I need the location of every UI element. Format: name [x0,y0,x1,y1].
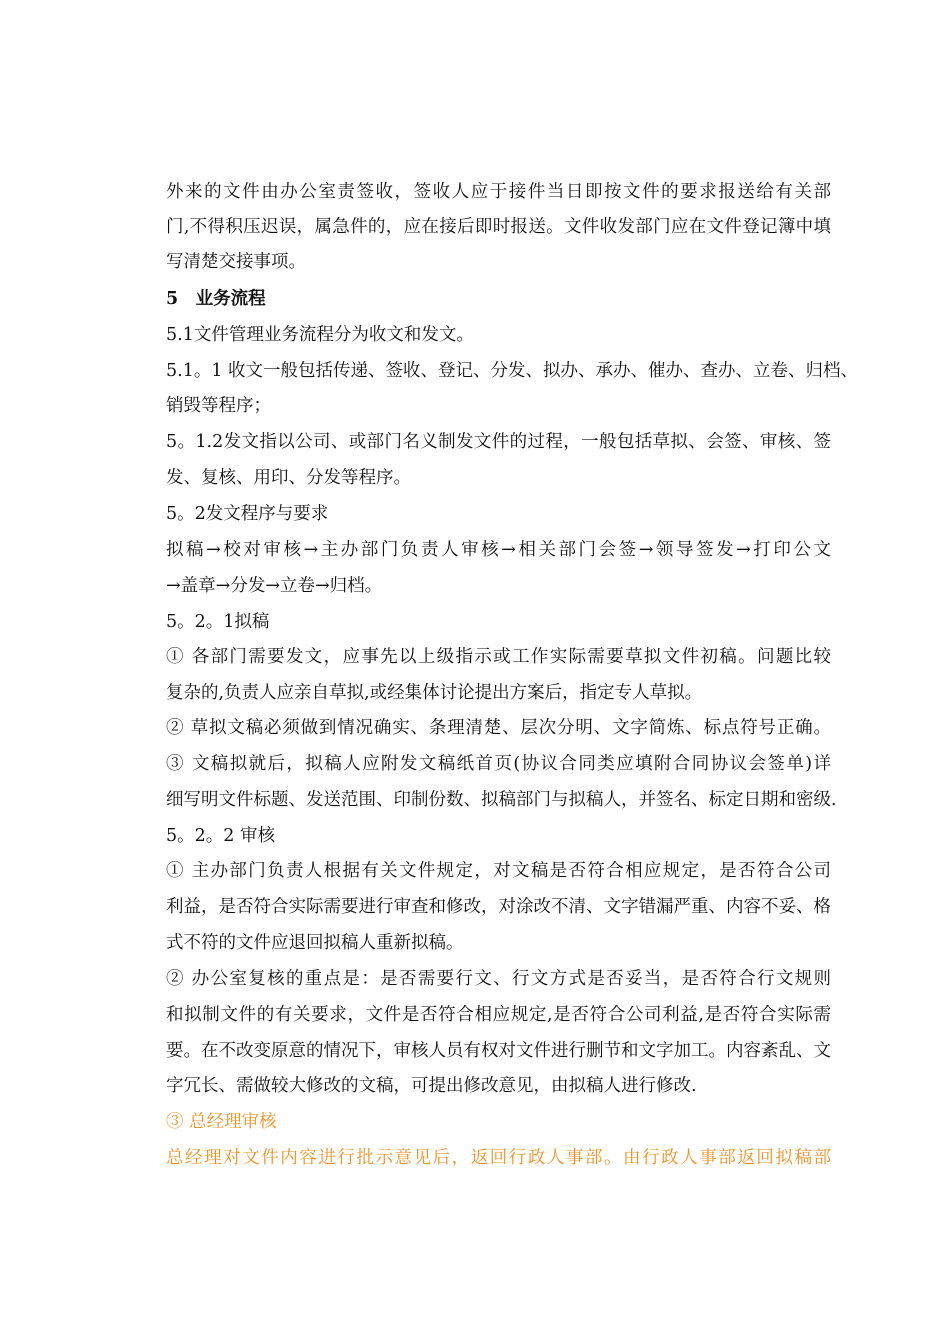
paragraph-line: 式不符的文件应退回拟稿人重新拟稿。 [166,933,464,953]
paragraph-line: 发、复核、用印、分发等程序。 [166,468,411,488]
paragraph-line: 拟稿→校对审核→主办部门负责人审核→相关部门会签→领导签发→打印公文 [166,540,831,560]
paragraph-line: ② 办公室复核的重点是：是否需要行文、行文方式是否妥当，是否符合行文规则 [166,969,831,989]
section-heading: 5 业务流程 [166,289,266,309]
paragraph-line: ② 草拟文稿必须做到情况确实、条理清楚、层次分明、文字简炼、标点符号正确。 [166,718,831,738]
paragraph-line: 5。1.2发文指以公司、或部门名义制发文件的过程，一般包括草拟、会签、审核、签 [166,432,831,452]
paragraph-line: 写清楚交接事项。 [166,252,306,272]
paragraph-line: 外来的文件由办公室责签收，签收人应于接件当日即按文件的要求报送给有关部 [166,182,831,202]
paragraph-line: 利益，是否符合实际需要进行审查和修改，对涂改不清、文字错漏严重、内容不妥、格 [166,897,831,917]
paragraph-line: 5.1。1 收文一般包括传递、签收、登记、分发、拟办、承办、催办、查办、立卷、归档、 [166,361,859,381]
paragraph-line: →盖章→分发→立卷→归档。 [166,576,383,596]
paragraph-line: 细写明文件标题、发送范围、印制份数、拟稿部门与拟稿人，并签名、标定日期和密级. [166,790,837,810]
paragraph-line: 复杂的,负责人应亲自草拟,或经集体讨论提出方案后，指定专人草拟。 [166,683,703,703]
paragraph-line: 和拟制文件的有关要求，文件是否符合相应规定,是否符合公司利益,是否符合实际需 [166,1005,831,1025]
paragraph-line: ① 各部门需要发文，应事先以上级指示或工作实际需要草拟文件初稿。问题比较 [166,647,831,667]
subsection-heading: 5。2。1拟稿 [166,612,270,632]
paragraph-line: ③ 文稿拟就后，拟稿人应附发文稿纸首页(协议合同类应填附合同协议会签单)详 [166,754,831,774]
paragraph-line: 销毁等程序； [166,396,271,416]
subsection-heading: 5。2发文程序与要求 [166,504,329,524]
paragraph-line: 门,不得积压迟误，属急件的，应在接后即时报送。文件收发部门应在文件登记簿中填 [166,217,831,237]
paragraph-line: 5.1文件管理业务流程分为收文和发文。 [166,325,474,345]
highlighted-paragraph-line: 总经理对文件内容进行批示意见后，返回行政人事部。由行政人事部返回拟稿部 [166,1148,831,1168]
paragraph-line: 要。在不改变原意的情况下，审核人员有权对文件进行删节和文字加工。内容紊乱、文 [166,1041,831,1061]
highlighted-heading: ③ 总经理审核 [166,1112,277,1132]
subsection-heading: 5。2。2 审核 [166,826,275,846]
paragraph-line: 字冗长、需做较大修改的文稿，可提出修改意见，由拟稿人进行修改. [166,1076,697,1096]
paragraph-line: ① 主办部门负责人根据有关文件规定，对文稿是否符合相应规定，是否符合公司 [166,861,831,881]
